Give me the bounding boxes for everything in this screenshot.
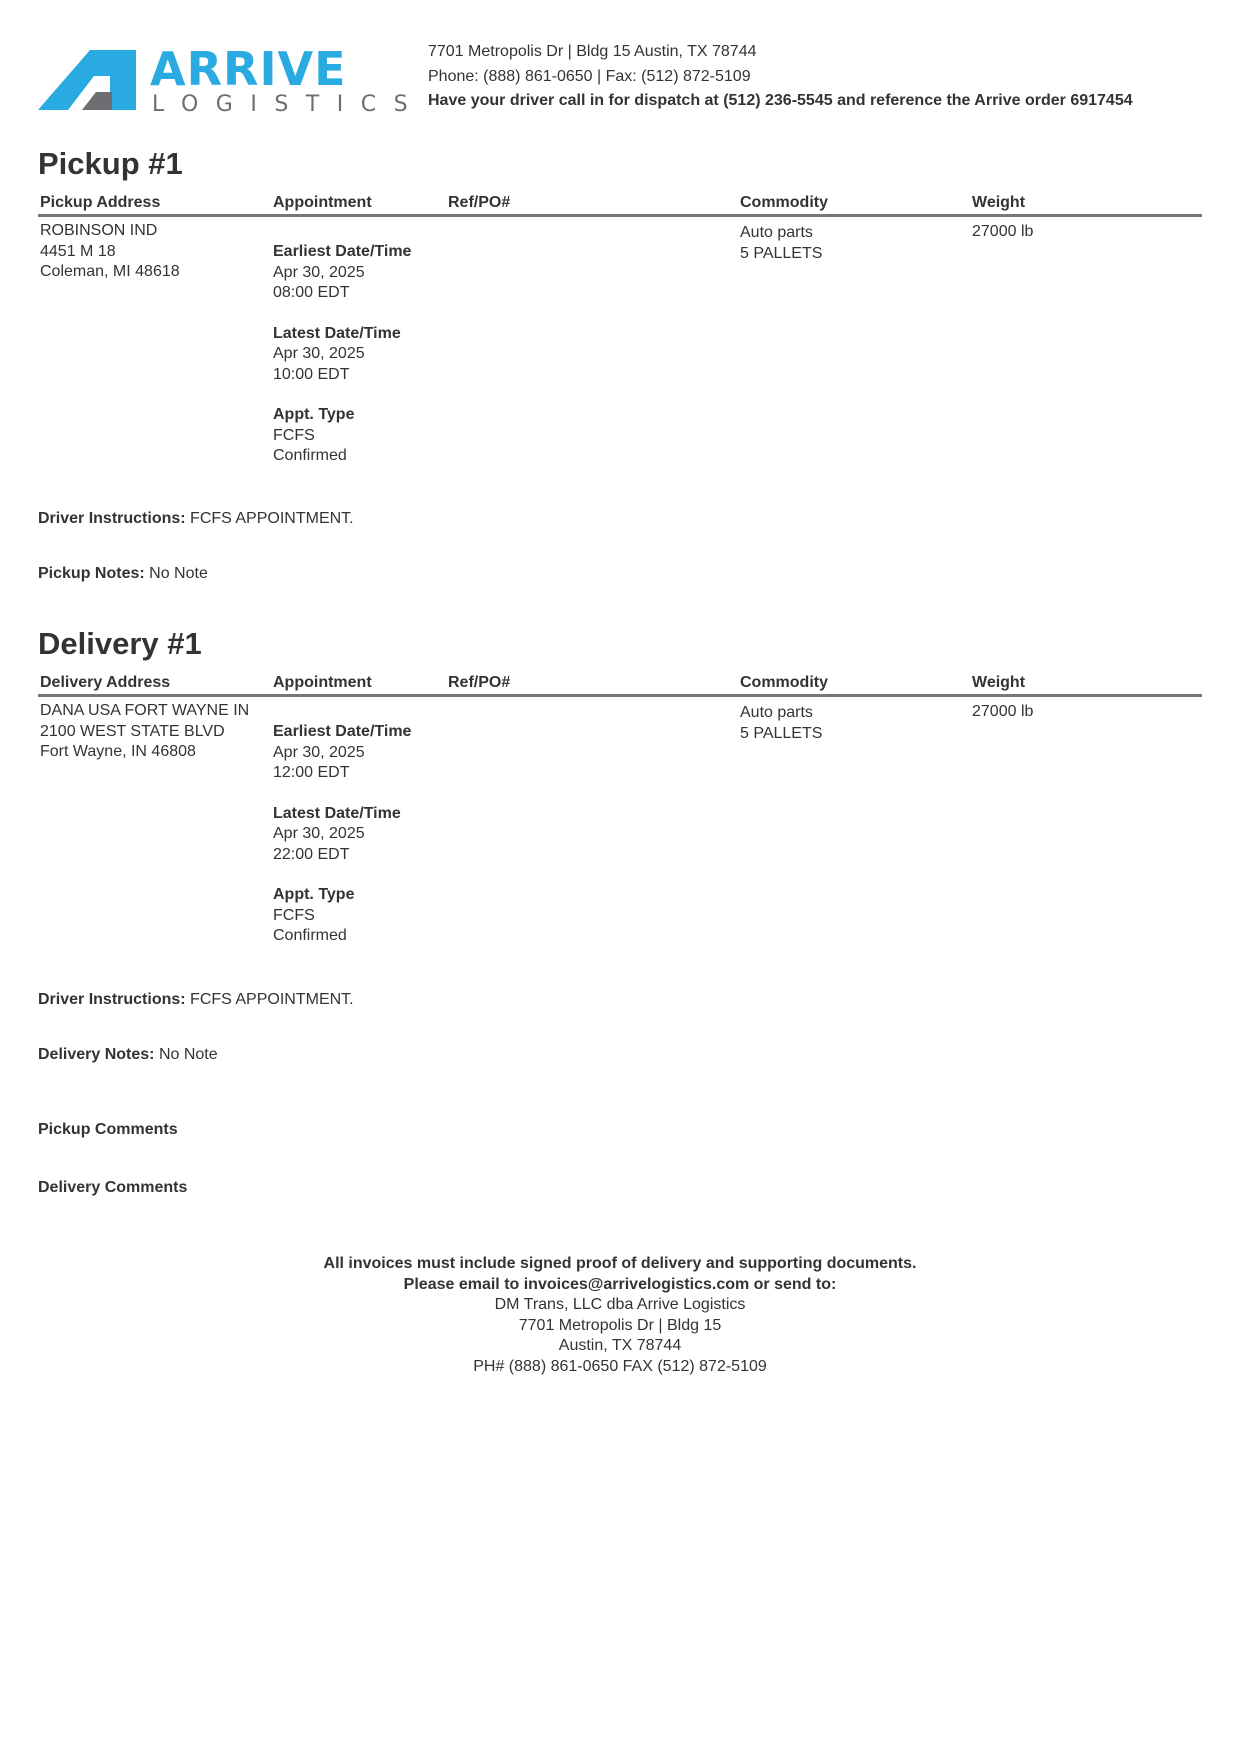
commodity-header: Commodity	[740, 674, 828, 691]
invoice-instructions-footer	[0, 1254, 1240, 1377]
delivery-appointment	[273, 722, 411, 947]
pickup-address-header: Pickup Address	[40, 194, 161, 211]
remit-street: 7701 Metropolis Dr | Bldg 15	[518, 1316, 722, 1334]
earliest-time: 08:00 EDT	[273, 284, 350, 301]
earliest-label: Earliest Date/Time	[273, 723, 412, 740]
driver-instructions-value: FCFS APPOINTMENT.	[190, 991, 354, 1008]
latest-label: Latest Date/Time	[273, 804, 401, 822]
delivery-table-header	[38, 670, 1202, 697]
invoice-requirement: All invoices must include signed proof of delivery and supporting documents.	[323, 1255, 917, 1272]
delivery-comments-label: Delivery Comments	[38, 1179, 188, 1196]
pickup-weight: 27000 lb	[972, 223, 1034, 240]
invoice-email-instruction: Please email to invoices@arrivelogistics.com or send to:	[403, 1275, 837, 1293]
commodity-name: Auto parts	[740, 224, 813, 241]
delivery-table	[38, 670, 1202, 944]
delivery-notes-label: Delivery Notes:	[38, 1046, 155, 1063]
commodity-header: Commodity	[740, 194, 828, 211]
appointment-header: Appointment	[273, 674, 372, 691]
delivery-title: Delivery #1	[38, 626, 202, 661]
latest-time: 22:00 EDT	[273, 845, 350, 863]
ref-po-header: Ref/PO#	[448, 674, 511, 691]
delivery-notes	[38, 1046, 218, 1064]
ref-po-header: Ref/PO#	[448, 194, 511, 211]
appt-type-label: Appt. Type	[273, 886, 355, 903]
document-header	[38, 40, 1218, 120]
driver-instructions-label: Driver Instructions:	[38, 991, 186, 1008]
driver-instructions-value: FCFS APPOINTMENT.	[190, 510, 354, 527]
delivery-city-state-zip: Fort Wayne, IN 46808	[40, 743, 196, 760]
remit-city-state-zip: Austin, TX 78744	[558, 1337, 682, 1354]
logo-wordmark: ARRIVE	[150, 42, 347, 96]
weight-header: Weight	[972, 674, 1026, 691]
delivery-driver-instructions	[38, 991, 354, 1009]
arrive-logistics-logo	[38, 42, 426, 117]
appt-status: Confirmed	[273, 927, 347, 944]
earliest-time: 12:00 EDT	[273, 764, 350, 781]
pickup-notes	[38, 565, 208, 583]
pickup-table-header	[38, 190, 1202, 217]
remit-phone-fax: PH# (888) 861-0650 FAX (512) 872-5109	[473, 1357, 767, 1375]
latest-label: Latest Date/Time	[273, 324, 401, 342]
latest-time: 10:00 EDT	[273, 365, 350, 383]
latest-date: Apr 30, 2025	[273, 825, 365, 842]
earliest-label: Earliest Date/Time	[273, 243, 412, 260]
commodity-quantity: 5 PALLETS	[740, 724, 823, 742]
pickup-commodity	[740, 223, 822, 264]
pickup-table	[38, 190, 1202, 464]
logo-subtitle: LOGISTICS	[152, 92, 426, 117]
pickup-street: 4451 M 18	[40, 242, 116, 260]
company-phone-fax: Phone: (888) 861-0650 | Fax: (512) 872-5109	[428, 67, 751, 85]
pickup-title: Pickup #1	[38, 146, 183, 181]
appt-status: Confirmed	[273, 447, 347, 464]
earliest-date: Apr 30, 2025	[273, 743, 365, 761]
commodity-name: Auto parts	[740, 704, 813, 721]
company-contact-block	[428, 40, 1133, 114]
delivery-address	[40, 701, 249, 763]
pickup-address	[40, 221, 180, 283]
delivery-commodity	[740, 703, 822, 744]
delivery-notes-value: No Note	[158, 1046, 218, 1063]
appt-type-label: Appt. Type	[273, 406, 355, 423]
pickup-facility-name: ROBINSON IND	[40, 222, 158, 239]
company-address: 7701 Metropolis Dr | Bldg 15 Austin, TX 78744	[428, 43, 757, 60]
pickup-notes-label: Pickup Notes:	[38, 565, 145, 582]
latest-date: Apr 30, 2025	[273, 345, 365, 362]
delivery-street: 2100 WEST STATE BLVD	[40, 722, 225, 740]
remit-company-name: DM Trans, LLC dba Arrive Logistics	[494, 1296, 746, 1313]
pickup-comments	[38, 1121, 178, 1139]
pickup-city-state-zip: Coleman, MI 48618	[40, 263, 180, 280]
pickup-driver-instructions	[38, 510, 354, 528]
weight-header: Weight	[972, 194, 1026, 211]
delivery-facility-name: DANA USA FORT WAYNE IN	[40, 702, 250, 719]
driver-instructions-label: Driver Instructions:	[38, 510, 186, 527]
appt-type-value: FCFS	[273, 426, 315, 444]
appointment-header: Appointment	[273, 194, 372, 211]
earliest-date: Apr 30, 2025	[273, 263, 365, 281]
pickup-comments-label: Pickup Comments	[38, 1121, 178, 1138]
pickup-appointment	[273, 242, 411, 467]
dispatch-instruction: Have your driver call in for dispatch at (512) 236-5545 and reference the Arrive order 6917454	[428, 92, 1133, 109]
commodity-quantity: 5 PALLETS	[740, 244, 823, 262]
arrive-logo-mark-icon	[38, 46, 138, 112]
delivery-comments	[38, 1179, 187, 1197]
delivery-weight: 27000 lb	[972, 703, 1034, 720]
appt-type-value: FCFS	[273, 906, 315, 924]
delivery-address-header: Delivery Address	[40, 674, 171, 691]
pickup-notes-value: No Note	[149, 565, 208, 582]
